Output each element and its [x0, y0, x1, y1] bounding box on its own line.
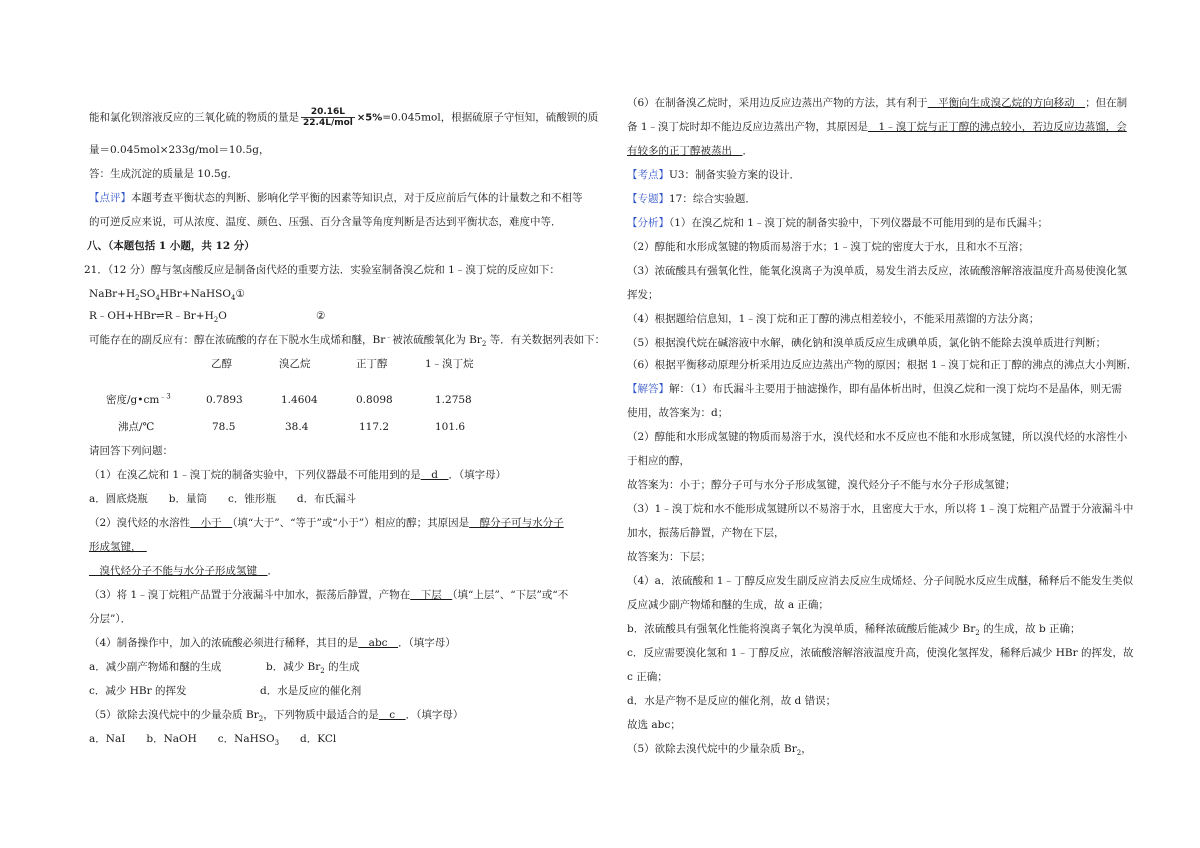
kaodian-tag: 【考点】: [627, 169, 669, 181]
option-text: a．NaI b．NaOH c．NaHSO: [89, 733, 275, 745]
fraction-numerator: 20.16L: [301, 107, 355, 118]
subscript: 2: [796, 749, 802, 758]
part-4: [89, 636, 456, 650]
table-cell: 78.5: [212, 421, 236, 433]
reaction-part: O: [218, 310, 227, 322]
analysis-5: （5）根据溴代烷在碱溶液中水解，碘化钠和溴单质反应生成碘单质，氯化钠不能除去溴单质进行判断；: [627, 337, 1107, 349]
reaction-part: R﹣OH+HBr⇌R﹣Br+H: [89, 310, 214, 322]
subscript: 2: [481, 340, 487, 349]
part-text: （6）在制备溴乙烷时，采用边反应边蒸出产物的方法，其有利于: [627, 97, 928, 109]
subscript: 2: [975, 629, 980, 638]
side-reaction-line: [89, 333, 605, 347]
answer-blank: 有较多的正丁醇被蒸出: [627, 145, 743, 157]
part-text: ．（填字母）: [405, 709, 464, 721]
subscript: 2: [213, 316, 219, 325]
reaction-1: [89, 287, 245, 301]
section-heading: 八、（本题包括 1 小题，共 12 分）: [87, 240, 255, 252]
side-text: 等．有关数据列表如下：: [486, 334, 606, 346]
answer-blank: 下层: [410, 589, 453, 601]
table-cell: 1.2758: [435, 394, 472, 406]
reaction-part: SO: [139, 288, 156, 300]
ask-line: 请回答下列问题：: [89, 445, 173, 457]
table-cell: 101.6: [435, 421, 466, 433]
analysis-4: （4）根据题给信息知，1﹣溴丁烷和正丁醇的沸点相差较小，不能采用蒸馏的方法分离；: [627, 313, 1040, 325]
part-3-cont: 分层”）．: [89, 613, 132, 625]
part-1: [89, 468, 506, 482]
analysis-tag: 【分析】: [627, 217, 669, 229]
solution-4b: 反应减少副产物烯和醚的生成，故 a 正确；: [627, 599, 829, 611]
part-5: [89, 708, 463, 722]
table-header: 溴乙烷: [279, 358, 311, 370]
solution-5a: [627, 742, 812, 756]
table-header: 乙醇: [211, 358, 232, 370]
part-text: ；但在制: [1085, 97, 1128, 109]
part-text: ．: [267, 565, 278, 577]
side-text: 被浓硫酸氧化为 Br: [392, 334, 482, 346]
solution-4f: d．水是产物不是反应的催化剂，故 d 错误；: [627, 695, 837, 707]
analysis-text: （1）在溴乙烷和 1﹣溴丁烷的制备实验中，下列仪器最不可能用到的是布氏漏斗；: [669, 217, 1048, 229]
part-4-option-b: [266, 660, 360, 674]
solution-1a: [627, 382, 1122, 396]
subscript: 2: [135, 294, 140, 303]
superscript: ﹣: [385, 332, 393, 341]
option-text: d．KCl: [279, 733, 337, 745]
comment-text: 本题考查平衡状态的判断、影响化学平衡的因素等知识点，对于反应前后气体的计量数之和不相等: [131, 192, 583, 204]
row-label-text: 密度/g•cm: [106, 394, 160, 406]
part-3: [89, 588, 568, 602]
table-header: 1﹣溴丁烷: [425, 358, 474, 370]
part-text: （1）在溴乙烷和 1﹣溴丁烷的制备实验中，下列仪器最不可能用到的是: [89, 469, 421, 481]
percent-factor: ×5%: [356, 112, 383, 124]
answer-blank: 1﹣溴丁烷与正丁醇的沸点较小，若边反应边蒸馏，会: [868, 121, 1127, 133]
solution-text: 解：（1）布氏漏斗主要用于抽滤操作，即有晶体析出时，但溴乙烷和一溴丁烷均不是晶体，则无需: [669, 383, 1122, 395]
part-4-option-d: d．水是反应的催化剂: [260, 685, 362, 697]
part-text: （填“大于”、“等于”或“小于”）相应的醇；其原因是: [232, 517, 470, 529]
part-text: （4）制备操作中，加入的浓硫酸必须进行稀释，其目的是: [89, 637, 359, 649]
analysis-6: （6）根据平衡移动原理分析采用边反应边蒸出产物的原因；根据 1﹣溴丁烷和正丁醇的沸点的沸点大小判断．: [627, 359, 1138, 371]
solution-3c: 故答案为：下层；: [627, 551, 711, 563]
comment-line-2: 的可逆反应来说，可从浓度、温度、颜色、压强、百分含量等角度判断是否达到平衡状态，难度中等．: [89, 216, 562, 228]
solution-4c: [627, 622, 1081, 636]
superscript: ﹣3: [159, 392, 171, 401]
part-5-options: [89, 732, 336, 746]
solution-4d: c．反应需要溴化氢和 1﹣丁醇反应，浓硫酸溶解溶液温度升高，使溴化氢挥发，稀释后减少 HBr 的挥发，故: [627, 647, 1134, 659]
question-21: 21．（12 分）醇与氢卤酸反应是制备卤代烃的重要方法．实验室制备溴乙烷和 1﹣溴丁烷的反应如下：: [84, 264, 560, 276]
reaction-number: ①: [235, 288, 245, 300]
solution-text: （5）欲除去溴代烷中的少量杂质 Br: [627, 743, 797, 755]
answer-blank: 平衡向生成溴乙烷的方向移动: [927, 97, 1086, 109]
table-cell: 0.7893: [206, 394, 243, 406]
answer-blank: 小于: [190, 517, 233, 529]
fraction: [301, 107, 355, 128]
part-text: （5）欲除去溴代烷中的少量杂质 Br: [89, 709, 259, 721]
reaction-part: HBr+NaHSO: [159, 288, 231, 300]
table-header: 正丁醇: [356, 358, 388, 370]
reaction-2-number: ②: [316, 310, 326, 322]
row-label-density: [106, 393, 171, 407]
part-4-option-a: a．减少副产物烯和醚的生成: [89, 661, 222, 673]
calc-result: =0.045mol，根据硫原子守恒知，硫酸钡的质: [382, 111, 599, 124]
answer-blank: d: [420, 469, 449, 481]
analysis-3b: 挥发；: [627, 289, 659, 301]
part-2-cont-2: [89, 564, 278, 578]
row-label-boiling: 沸点/℃: [118, 421, 155, 433]
calc-line-2: 量＝0.045mol×233g/mol＝10.5g，: [89, 144, 270, 156]
table-cell: 1.4604: [281, 394, 318, 406]
part-6-cont-2: [627, 144, 753, 158]
comment-line-1: [89, 191, 583, 205]
part-2-cont: [89, 540, 147, 554]
subscript: 4: [155, 294, 160, 303]
solution-3a: （3）1﹣溴丁烷和水不能形成氢键所以不易溶于水，且密度大于水，所以将 1﹣溴丁烷粗产品置于分液漏斗中: [627, 503, 1134, 515]
subscript: 2: [258, 715, 264, 724]
answer-blank: 形成氢键，: [89, 541, 147, 553]
solution-2b: 于相应的醇，: [627, 455, 690, 467]
subscript: 3: [274, 739, 280, 748]
zhuanti-tag: 【专题】: [627, 193, 669, 205]
part-text: ，下列物质中最适合的是: [263, 709, 379, 721]
solution-1b: 使用，故答案为：d；: [627, 407, 729, 419]
side-text: 可能存在的副反应有：醇在浓硫酸的存在下脱水生成烯和醚，Br: [89, 334, 386, 346]
option-text: 的生成: [324, 661, 360, 673]
table-cell: 0.8098: [356, 394, 393, 406]
solution-text: ，: [801, 743, 812, 755]
analysis-3a: （3）浓硫酸具有强氧化性，能氧化溴离子为溴单质，易发生消去反应，浓硫酸溶解溶液温度升高易使溴化氢: [627, 265, 1128, 277]
part-text: ．: [742, 145, 753, 157]
fraction-denominator: 22.4L/mol: [303, 118, 353, 128]
table-cell: 117.2: [359, 421, 390, 433]
analysis-1: [627, 216, 1048, 230]
calc-line-1: [89, 107, 598, 128]
part-text: ．（填字母）: [398, 637, 456, 649]
comment-tag: 【点评】: [89, 192, 131, 204]
part-text: （2）溴代烃的水溶性: [89, 517, 191, 529]
part-text: ．（填字母）: [448, 469, 507, 481]
part-text: 备 1﹣溴丁烷时却不能边反应边蒸出产物，其原因是: [627, 121, 869, 133]
kaodian-line: [627, 168, 800, 182]
solution-2a: （2）醇能和水形成氢键的物质而易溶于水，溴代烃和水不反应也不能和水形成氢键，所以溴代烃的水溶性小: [627, 431, 1128, 443]
zhuanti-text: 17：综合实验题．: [669, 193, 756, 205]
answer-blank: abc: [358, 637, 399, 649]
answer-blank: 醇分子可与水分子: [469, 517, 564, 529]
analysis-2: （2）醇能和水形成氢键的物质而易溶于水；1﹣溴丁烷的密度大于水，且和水不互溶；: [627, 241, 1029, 253]
option-text: b．减少 Br: [266, 661, 321, 673]
zhuanti-line: [627, 192, 756, 206]
answer-blank: c: [378, 709, 406, 721]
answer-line: 答：生成沉淀的质量是 10.5g．: [89, 168, 238, 180]
part-6-cont: [627, 120, 1127, 134]
solution-3b: 加水，振荡后静置，产物在下层，: [627, 527, 785, 539]
part-4-option-c: c．减少 HBr 的挥发: [89, 685, 187, 697]
reaction-part: NaBr+H: [89, 288, 136, 300]
part-text: （填“上层”、“下层”或“不: [452, 589, 569, 601]
solution-text: b．浓硫酸具有强氧化性能将溴离子氧化为溴单质，稀释浓硫酸后能减少 Br: [627, 623, 976, 635]
solution-text: 的生成，故 b 正确；: [979, 623, 1081, 635]
solution-4a: （4）a．浓硫酸和 1﹣丁醇反应发生副反应消去反应生成烯烃、分子间脱水反应生成醚，稀释后不能发生类似: [627, 575, 1133, 587]
part-text: （3）将 1﹣溴丁烷粗产品置于分液漏斗中加水，振荡后静置，产物在: [89, 589, 411, 601]
solution-4e: c 正确；: [627, 671, 668, 683]
part-2: [89, 516, 564, 530]
solution-2c: 故答案为：小于；醇分子可与水分子形成氢键，溴代烃分子不能与水分子形成氢键；: [627, 479, 1016, 491]
subscript: 2: [320, 667, 325, 676]
kaodian-text: U3：制备实验方案的设计．: [669, 169, 801, 181]
reaction-2: [89, 309, 227, 323]
subscript: 4: [231, 294, 236, 303]
part-1-options: a．圆底烧瓶 b．量筒 c．锥形瓶 d．布氏漏斗: [89, 493, 357, 505]
table-cell: 38.4: [285, 421, 309, 433]
calc-text: 能和氯化钡溶液反应的三氧化硫的物质的量是: [89, 111, 299, 124]
solution-4g: 故选 abc；: [627, 719, 681, 731]
answer-blank: 溴代烃分子不能与水分子形成氢键: [89, 565, 268, 577]
solution-tag: 【解答】: [627, 383, 669, 395]
part-6: [627, 96, 1127, 110]
